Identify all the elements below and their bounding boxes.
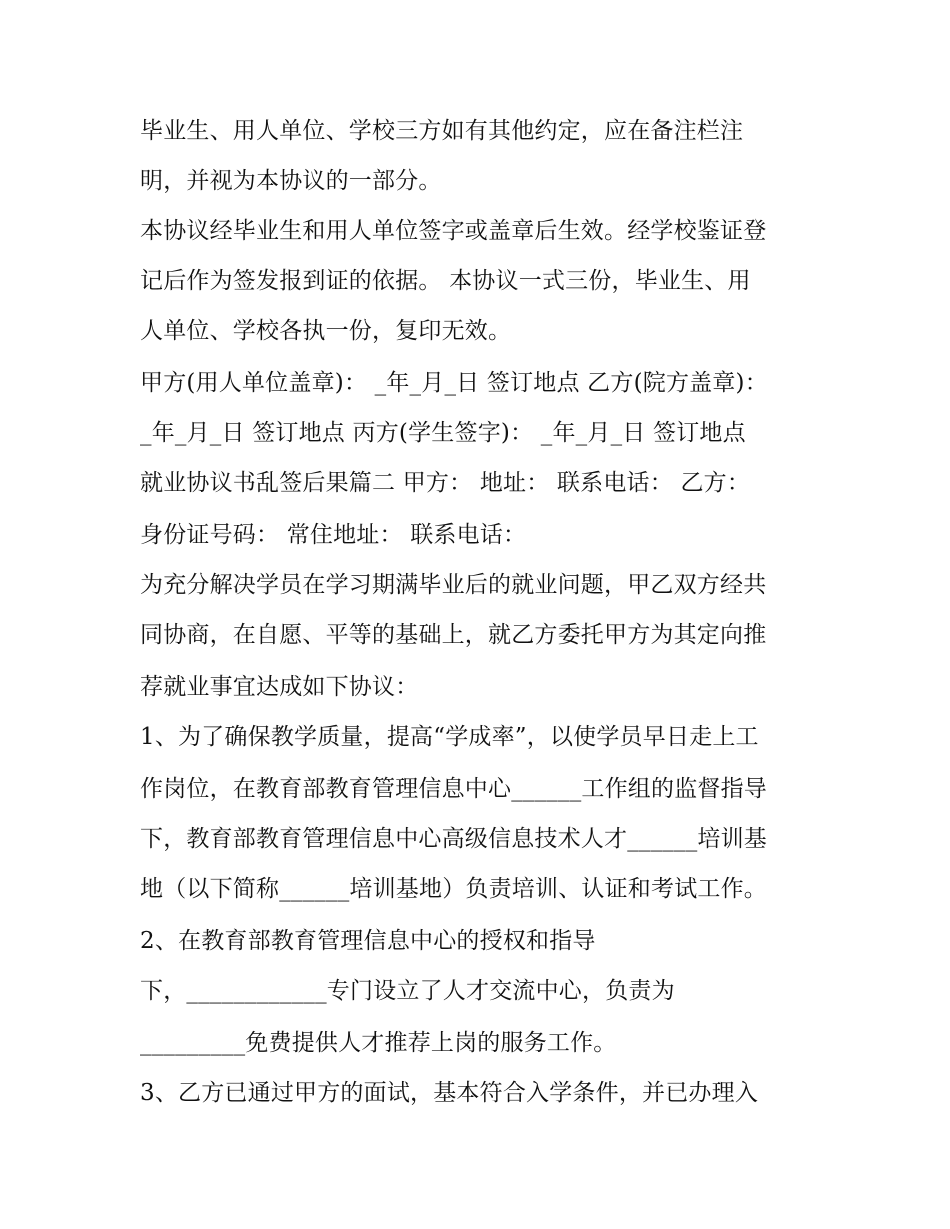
text-line: 毕业生、用人单位、学校三方如有其他约定，应在备注栏注 xyxy=(140,118,744,144)
text-line: 1、为了确保教学质量，提高“学成率”，以使学员早日走上工 xyxy=(140,724,759,750)
text-line: 明，并视为本协议的一部分。 xyxy=(140,168,442,194)
text-line: 甲方(用人单位盖章)： _年_月_日 签订地点 乙方(院方盖章)： xyxy=(140,370,768,396)
text-line: 身份证号码： 常住地址： 联系电话： xyxy=(140,522,527,548)
text-line: 人单位、学校各执一份，复印无效。 xyxy=(140,318,512,344)
text-line: 同协商，在自愿、平等的基础上，就乙方委托甲方为其定向推 xyxy=(140,622,767,648)
text-line: _________免费提供人才推荐上岗的服务工作。 xyxy=(140,1030,617,1056)
text-line: 作岗位，在教育部教育管理信息中心______工作组的监督指导 xyxy=(140,776,767,802)
text-line: 本协议经毕业生和用人单位签字或盖章后生效。经学校鉴证登 xyxy=(140,218,767,244)
text-line: _年_月_日 签订地点 丙方(学生签字)： _年_月_日 签订地点 xyxy=(140,420,746,446)
text-line: 3、乙方已通过甲方的面试，基本符合入学条件，并已办理入 xyxy=(140,1080,759,1106)
text-line: 就业协议书乱签后果篇二 甲方： 地址： 联系电话： 乙方： xyxy=(140,470,751,496)
text-line: 地（以下简称______培训基地）负责培训、认证和考试工作。 xyxy=(140,876,767,902)
text-line: 记后作为签发报到证的依据。 本协议一式三份，毕业生、用 xyxy=(140,268,751,294)
text-line: 荐就业事宜达成如下协议： xyxy=(140,674,419,700)
text-line: 下，教育部教育管理信息中心高级信息技术人才______培训基 xyxy=(140,826,767,852)
text-line: 为充分解决学员在学习期满毕业后的就业问题，甲乙双方经共 xyxy=(140,572,767,598)
text-line: 下，____________专门设立了人才交流中心，负责为 xyxy=(140,978,675,1004)
text-line: 2、在教育部教育管理信息中心的授权和指导 xyxy=(140,928,596,954)
